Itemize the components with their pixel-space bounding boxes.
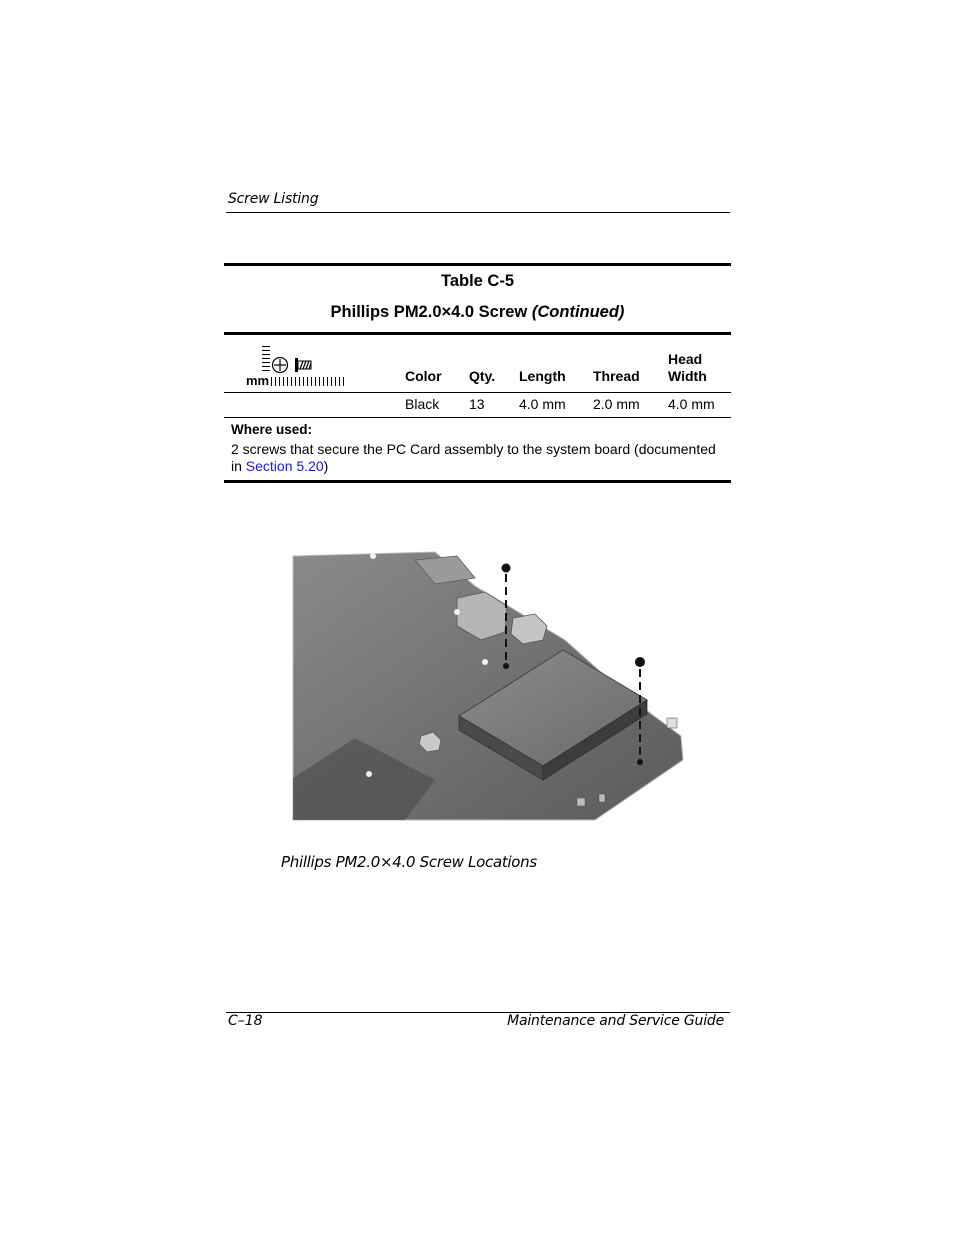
cell-qty: 13 — [469, 396, 485, 412]
col-header-head-width-line1: Head — [668, 351, 703, 367]
figure-caption: Phillips PM2.0×4.0 Screw Locations — [281, 853, 537, 871]
cell-thread: 2.0 mm — [593, 396, 640, 412]
page-number: C–18 — [228, 1013, 263, 1029]
col-header-qty: Qty. — [469, 368, 496, 384]
table-row-rule — [224, 392, 731, 393]
where-used-label: Where used: — [231, 422, 313, 437]
where-used-text-before: 2 screws that secure the PC Card assembly to the system board (documented in — [231, 441, 716, 474]
table-bottom-rule — [224, 480, 731, 483]
col-header-length: Length — [519, 368, 566, 384]
col-header-head-width-line2: Width — [668, 368, 707, 384]
where-used-text-after: ) — [323, 457, 329, 474]
cell-length: 4.0 mm — [519, 396, 566, 412]
table-title-text: Phillips PM2.0×4.0 Screw — [330, 303, 528, 321]
cell-color: Black — [405, 396, 440, 412]
table-title-suffix: (Continued) — [531, 303, 625, 321]
col-header-head-width — [668, 351, 707, 385]
section-link[interactable]: Section 5.20 — [245, 457, 324, 474]
table-header-rule — [224, 332, 731, 335]
cell-head-width: 4.0 mm — [668, 396, 715, 412]
table-number: Table C-5 — [440, 272, 515, 290]
col-header-thread: Thread — [593, 368, 640, 384]
header-rule — [226, 212, 730, 213]
running-header: Screw Listing — [228, 191, 319, 207]
table-title — [224, 303, 731, 322]
footer-title: Maintenance and Service Guide — [507, 1013, 724, 1029]
where-used-rule — [224, 417, 731, 418]
col-header-color: Color — [405, 368, 442, 384]
where-used-text — [231, 441, 726, 474]
screw-locations-figure — [285, 548, 690, 824]
table-top-rule — [224, 263, 731, 266]
icon-units-label: mm — [246, 373, 270, 388]
